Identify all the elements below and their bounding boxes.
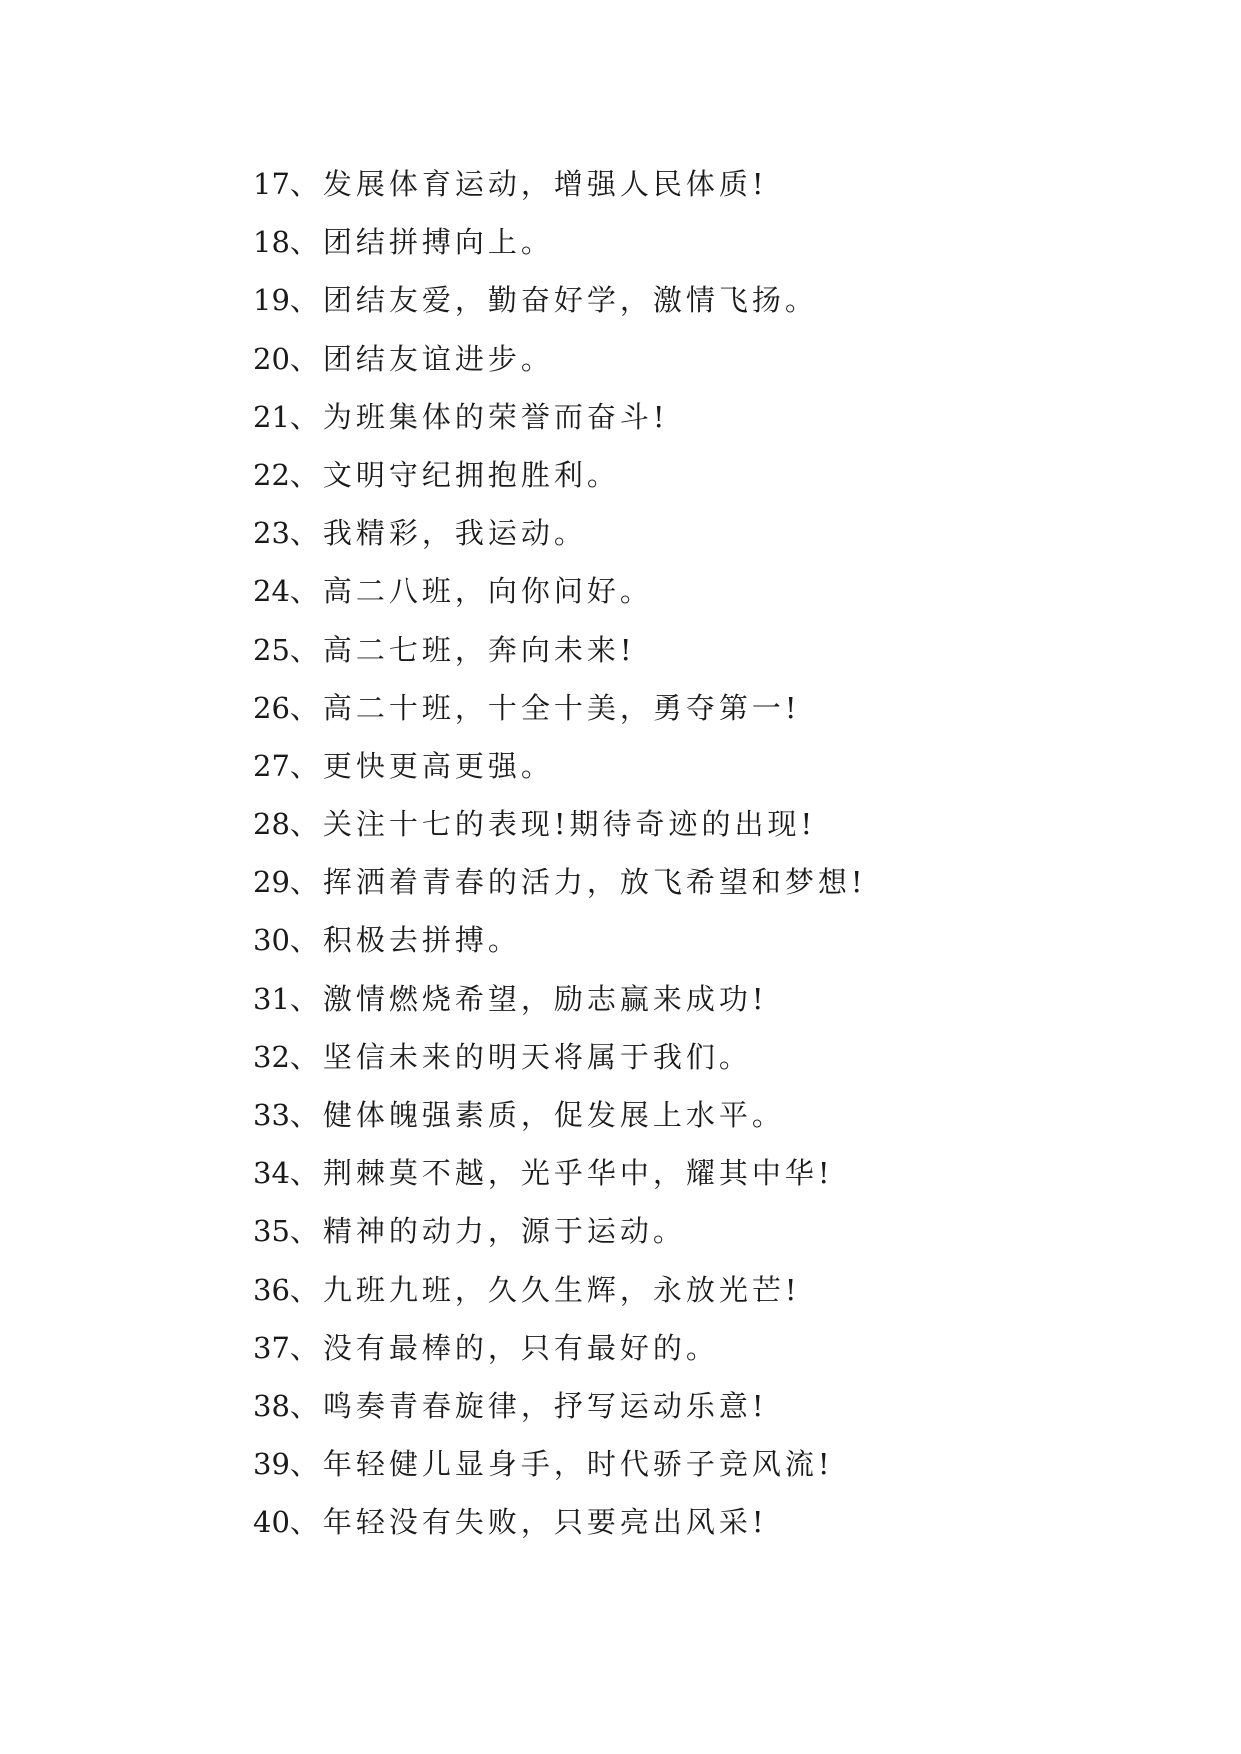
slogan-text: 、精神的动力，源于运动。	[289, 1214, 686, 1249]
slogan-text: 、年轻没有失败，只要亮出风采!	[289, 1505, 768, 1540]
list-item	[253, 795, 867, 853]
list-item	[253, 970, 867, 1028]
slogan-number: 31	[253, 981, 290, 1016]
list-item	[253, 1319, 867, 1377]
slogan-text: 、团结友谊进步。	[289, 341, 554, 376]
slogan-number: 32	[253, 1039, 290, 1074]
slogan-text: 、健体魄强素质，促发展上水平。	[289, 1098, 785, 1132]
slogan-number: 27	[253, 748, 290, 783]
slogan-text: 、我精彩，我运动。	[289, 516, 587, 551]
slogan-number: 23	[253, 516, 290, 551]
list-item	[253, 679, 867, 737]
slogan-number: 25	[253, 632, 290, 667]
list-item	[253, 911, 867, 969]
list-item	[253, 504, 867, 562]
list-item	[253, 1261, 867, 1319]
slogan-number: 26	[253, 690, 290, 725]
slogan-number: 19	[253, 283, 290, 318]
slogan-number: 18	[253, 225, 290, 260]
list-item	[253, 853, 867, 911]
slogan-text: 、九班九班，久久生辉，永放光芒!	[289, 1272, 801, 1307]
slogan-number: 38	[253, 1388, 290, 1423]
slogan-number: 17	[253, 167, 290, 201]
slogan-text: 、高二八班，向你问好。	[289, 574, 653, 609]
slogan-number: 30	[253, 923, 290, 958]
list-item	[253, 1493, 867, 1551]
slogan-number: 35	[253, 1214, 290, 1249]
slogan-text: 、团结友爱，勤奋好学，激情飞扬。	[289, 283, 818, 318]
slogan-number: 36	[253, 1272, 290, 1307]
slogan-number: 39	[253, 1447, 290, 1482]
slogan-number: 20	[253, 341, 290, 376]
list-item	[253, 1202, 867, 1260]
list-item	[253, 737, 867, 795]
slogan-text: 、荆棘莫不越，光乎华中，耀其中华!	[289, 1156, 834, 1191]
slogan-text: 、团结拼搏向上。	[289, 225, 554, 260]
slogan-number: 29	[253, 865, 290, 900]
slogan-number: 24	[253, 574, 290, 609]
list-item	[253, 213, 867, 271]
slogan-number: 33	[253, 1098, 290, 1132]
list-item	[253, 271, 867, 329]
slogan-text: 、挥洒着青春的活力，放飞希望和梦想!	[289, 865, 867, 900]
list-item	[253, 1028, 867, 1086]
slogan-text: 、为班集体的荣誉而奋斗!	[289, 399, 669, 434]
slogan-text: 、鸣奏青春旋律，抒写运动乐意!	[289, 1388, 768, 1423]
slogan-number: 37	[253, 1330, 290, 1365]
slogan-text: 、文明守纪拥抱胜利。	[289, 457, 620, 492]
slogan-text: 、没有最棒的，只有最好的。	[289, 1330, 719, 1365]
list-item	[253, 1086, 867, 1144]
slogan-number: 40	[253, 1505, 290, 1540]
slogan-text: 、高二十班，十全十美，勇夺第一!	[289, 690, 801, 725]
list-item	[253, 562, 867, 620]
slogan-text: 、高二七班，奔向未来!	[289, 632, 636, 667]
slogan-text: 、坚信未来的明天将属于我们。	[289, 1039, 752, 1074]
slogan-number: 22	[253, 457, 290, 492]
slogan-number: 28	[253, 807, 290, 842]
list-item	[253, 621, 867, 679]
list-item	[253, 1144, 867, 1202]
slogan-list	[253, 155, 867, 1552]
slogan-number: 21	[253, 399, 290, 434]
slogan-text: 、年轻健儿显身手，时代骄子竞风流!	[289, 1447, 834, 1482]
slogan-text: 、更快更高更强。	[289, 748, 554, 783]
list-item	[253, 330, 867, 388]
list-item	[253, 388, 867, 446]
slogan-text: 、关注十七的表现!期待奇迹的出现!	[289, 807, 817, 842]
list-item	[253, 446, 867, 504]
list-item	[253, 1435, 867, 1493]
list-item	[253, 155, 867, 213]
slogan-text: 、积极去拼搏。	[289, 923, 521, 958]
slogan-text: 、发展体育运动，增强人民体质!	[289, 167, 768, 201]
slogan-text: 、激情燃烧希望，励志赢来成功!	[289, 981, 768, 1016]
slogan-number: 34	[253, 1156, 290, 1191]
list-item	[253, 1377, 867, 1435]
